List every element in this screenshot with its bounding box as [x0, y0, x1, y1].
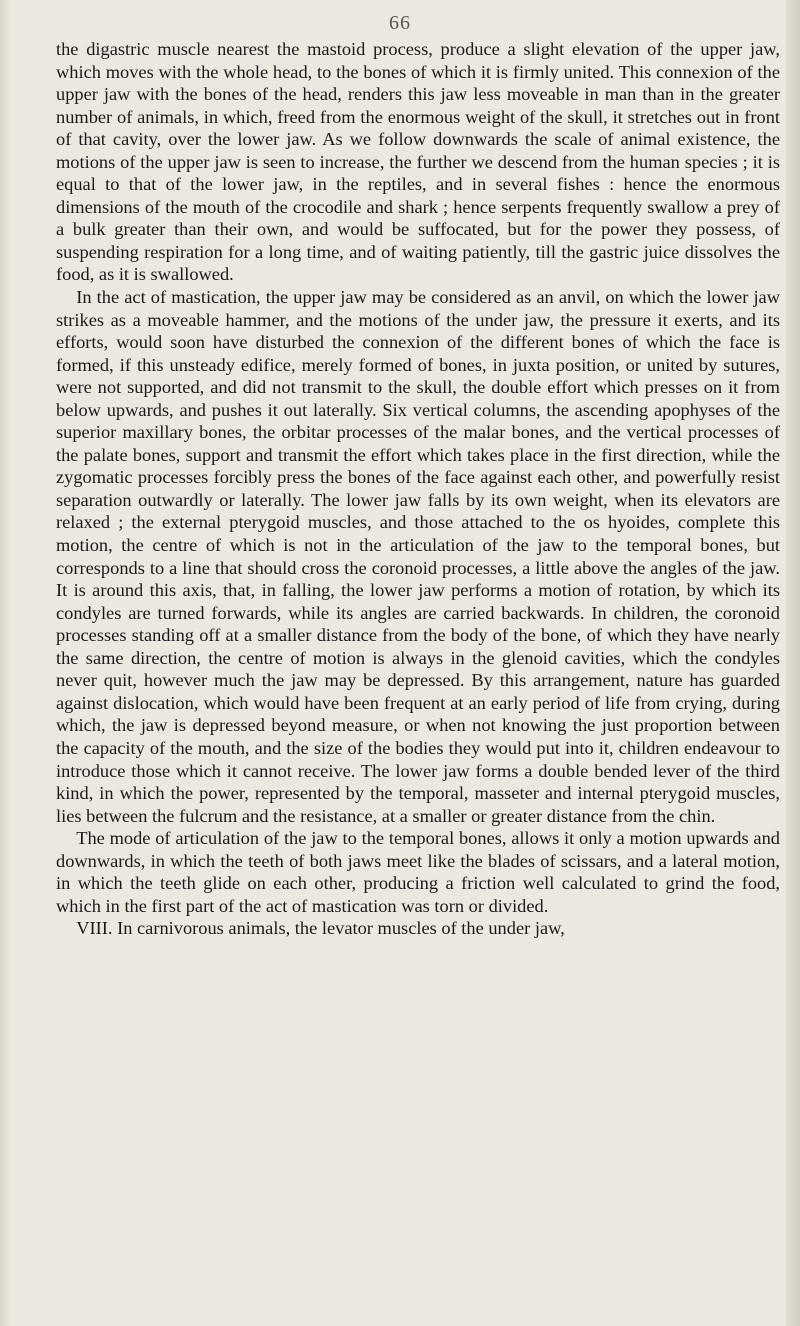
page-gutter-shadow	[0, 0, 10, 1326]
paragraph-section-viii: VIII. In carnivorous animals, the levator muscles of the under jaw,	[76, 918, 565, 939]
paragraph-articulation: The mode of articulation of the jaw to the temporal bones, allows it only a motion upwards and downwards, in which the teeth of both jaws meet like the blades of scissars, and a lateral motion, in which the teeth glide on each other, producing a friction well calculated to grind the food, which in the first part of the act of mastication was torn or divided.	[56, 828, 780, 916]
paragraph-continuation: the digastric muscle nearest the mastoid process, produce a slight elevation of the upper jaw, which moves with the whole head, to the bones of which it is firmly united. This connexion of the upper jaw with the bones of the head, renders this jaw less moveable in man than in the greater number of animals, in which, freed from the enormous weight of the skull, it stretches out in front of that cavity, over the lower jaw. As we follow downwards the scale of animal existence, the motions of the upper jaw is seen to increase, the further we descend from the human species ; it is equal to that of the lower jaw, in the reptiles, and in several fishes : hence the enormous dimensions of the mouth of the crocodile and shark ; hence serpents frequently swallow a prey of a bulk greater than their own, and would be suffocated, but for the power they possess, of suspending respiration for a long time, and of waiting patiently, till the gastric juice dissolves the food, as it is swallowed.	[56, 39, 780, 285]
page-number: 66	[389, 12, 411, 34]
body-text	[56, 38, 780, 940]
paragraph-mastication: In the act of mastication, the upper jaw may be considered as an anvil, on which the lower jaw strikes as a moveable hammer, and the motions of the under jaw, the pressure it exerts, and its efforts, would soon have disturbed the connexion of the different bones of which the face is formed, if this unsteady edifice, merely formed of bones, in juxta position, or united by sutures, were not supported, and did not transmit to the skull, the double effort which presses on it from below upwards, and pushes it out laterally. Six vertical columns, the ascending apophyses of the superior maxillary bones, the orbitar processes of the malar bones, and the vertical processes of the palate bones, support and transmit the effort which takes place in the first direction, while the zygomatic processes forcibly press the bones of the face against each other, and powerfully resist separation outwardly or laterally. The lower jaw falls by its own weight, when its elevators are relaxed ; the external pterygoid muscles, and those attached to the os hyoides, complete this motion, the centre of which is not in the articulation of the jaw to the temporal bones, but corresponds to a line that should cross the coronoid processes, a little above the angles of the jaw. It is around this axis, that, in falling, the lower jaw performs a motion of rotation, by which its condyles are turned forwards, while its angles are carried backwards. In children, the coronoid processes standing off at a smaller distance from the body of the bone, of which they have nearly the same direction, the centre of motion is always in the glenoid cavities, which the condyles never quit, however much the jaw may be depressed. By this arrangement, nature has guarded against dislocation, which would have been frequent at an early period of life from crying, during which, the jaw is depressed beyond measure, or when not knowing the just proportion between the capacity of the mouth, and the size of the bodies they would put into it, children endeavour to introduce those which it cannot receive. The lower jaw forms a double bended lever of the third kind, in which the power, represented by the temporal, masseter and internal pterygoid muscles, lies between the fulcrum and the resistance, at a smaller or greater distance from the chin.	[56, 287, 780, 826]
page-edge-shadow	[786, 0, 800, 1326]
